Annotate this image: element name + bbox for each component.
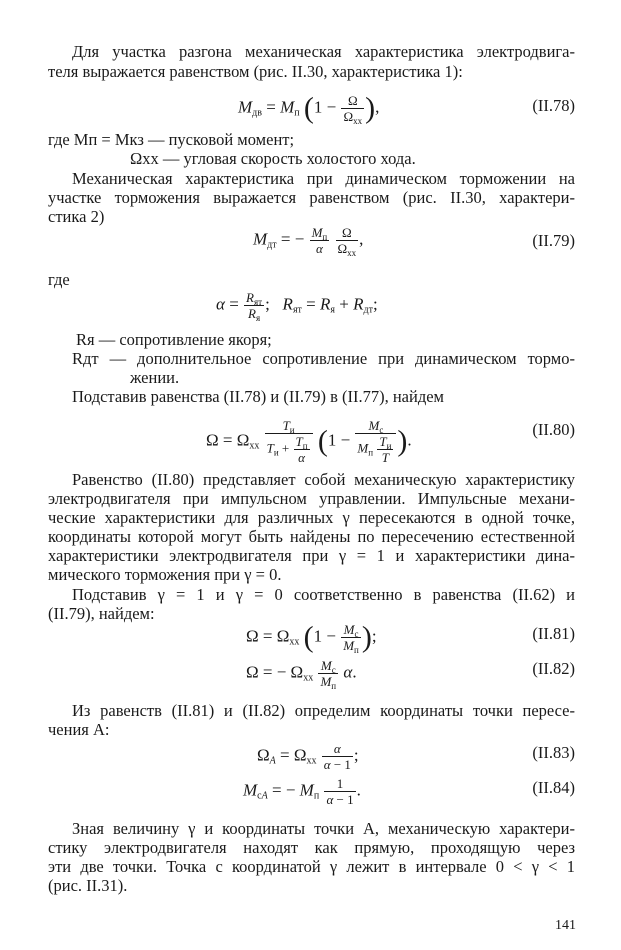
text-line: (II.79), найдем:	[48, 604, 155, 623]
alpha-definition: α = $\frac{R_{ят}}{R_я}$ ; $R_{ят} = R_я + R_{дт}$;	[216, 290, 378, 323]
equation-II-83: $\Omega_A = \Omega_{хх}$ $\frac{\alpha}{\alpha - 1}$ ;	[257, 741, 359, 772]
equation-number: (II.83)	[532, 743, 575, 762]
text-line: Для участка разгона механическая характеристика электродвига-	[72, 42, 575, 61]
text-line: Из равенств (II.81) и (II.82) определим координаты точки пересе-	[72, 701, 575, 720]
text-line: характеристики электродвигателя при γ = 1 и характеристики дина-	[48, 546, 575, 565]
text-line: Ωхх — угловая скорость холостого хода.	[130, 149, 416, 168]
equation-II-80: $\Omega = \Omega_{хх}$ $T_и$ $T_и$ + $\frac{T_п}{\alpha}$ (1 − $M_с$ $M_п$ $\frac{T_и}{T}$ ).	[206, 418, 412, 465]
text-line: чения A:	[48, 720, 110, 739]
text-line: Подставив γ = 1 и γ = 0 соответственно в равенства (II.62) и	[72, 585, 575, 604]
text-line: Равенство (II.80) представляет собой механическую характеристику	[72, 470, 575, 489]
text-line: Rя — сопротивление якоря;	[76, 330, 272, 349]
text-line: стику электродвигателя находят как прямую, проходящую через	[48, 838, 575, 857]
text-line: стика 2)	[48, 207, 105, 226]
page-number: 141	[555, 918, 576, 933]
equation-number: (II.82)	[532, 659, 575, 678]
equation-number: (II.78)	[532, 96, 575, 115]
equation-number: (II.80)	[532, 420, 575, 439]
equation-number: (II.84)	[532, 778, 575, 797]
text-line: эти две точки. Точка с координатой γ лежит в интервале 0 < γ < 1	[48, 857, 575, 876]
text-line: теля выражается равенством (рис. II.30, характеристика 1):	[48, 62, 463, 81]
text-line: где	[48, 270, 70, 289]
text-line: Rдт — дополнительное сопротивление при динамическом тормо-	[72, 349, 575, 368]
text-line: мического торможения при γ = 0.	[48, 565, 282, 584]
text-line: Подставив равенства (II.78) и (II.79) в (II.77), найдем	[72, 387, 444, 406]
equation-number: (II.79)	[532, 231, 575, 250]
equation-number: (II.81)	[532, 624, 575, 643]
text-line: участке торможения выражается равенством (рис. II.30, характери-	[48, 188, 575, 207]
text-line: Зная величину γ и координаты точки A, механическую характери-	[72, 819, 575, 838]
text-line: жении.	[130, 368, 180, 387]
text-line: (рис. II.31).	[48, 876, 128, 895]
text-line: координаты которой могут быть найдены по пересечению естественной	[48, 527, 575, 546]
text-line: Механическая характеристика при динамическом торможении на	[72, 169, 575, 188]
equation-II-84: $M_{сA}$ = − $M_п$ $\frac{1}{\alpha - 1}$ .	[243, 776, 361, 807]
equation-II-82: Ω = − $\Omega_{хх}$ $\frac{M_с}{M_п}$ α.	[246, 658, 357, 691]
equation-II-79: $M_{дт}$ = − $\frac{M_п}{\alpha}$ $\frac{\Omega}{\Omega_{хх}}$ ,	[253, 225, 364, 258]
equation-II-78: $M_{дв} = M_п$ (1 − $\frac{\Omega}{\Omega_{хх}}$ ),	[238, 91, 380, 126]
text-line: где Mп = Mкз — пусковой момент;	[48, 130, 295, 149]
text-line: ческие характеристики для различных γ пересекаются в одной точке,	[48, 508, 575, 527]
equation-II-81: $\Omega = \Omega_{хх}$ (1 − $\frac{M_с}{M_п}$ );	[246, 620, 377, 655]
text-line: электродвигателя при импульсном управлении. Импульсные механи-	[48, 489, 575, 508]
